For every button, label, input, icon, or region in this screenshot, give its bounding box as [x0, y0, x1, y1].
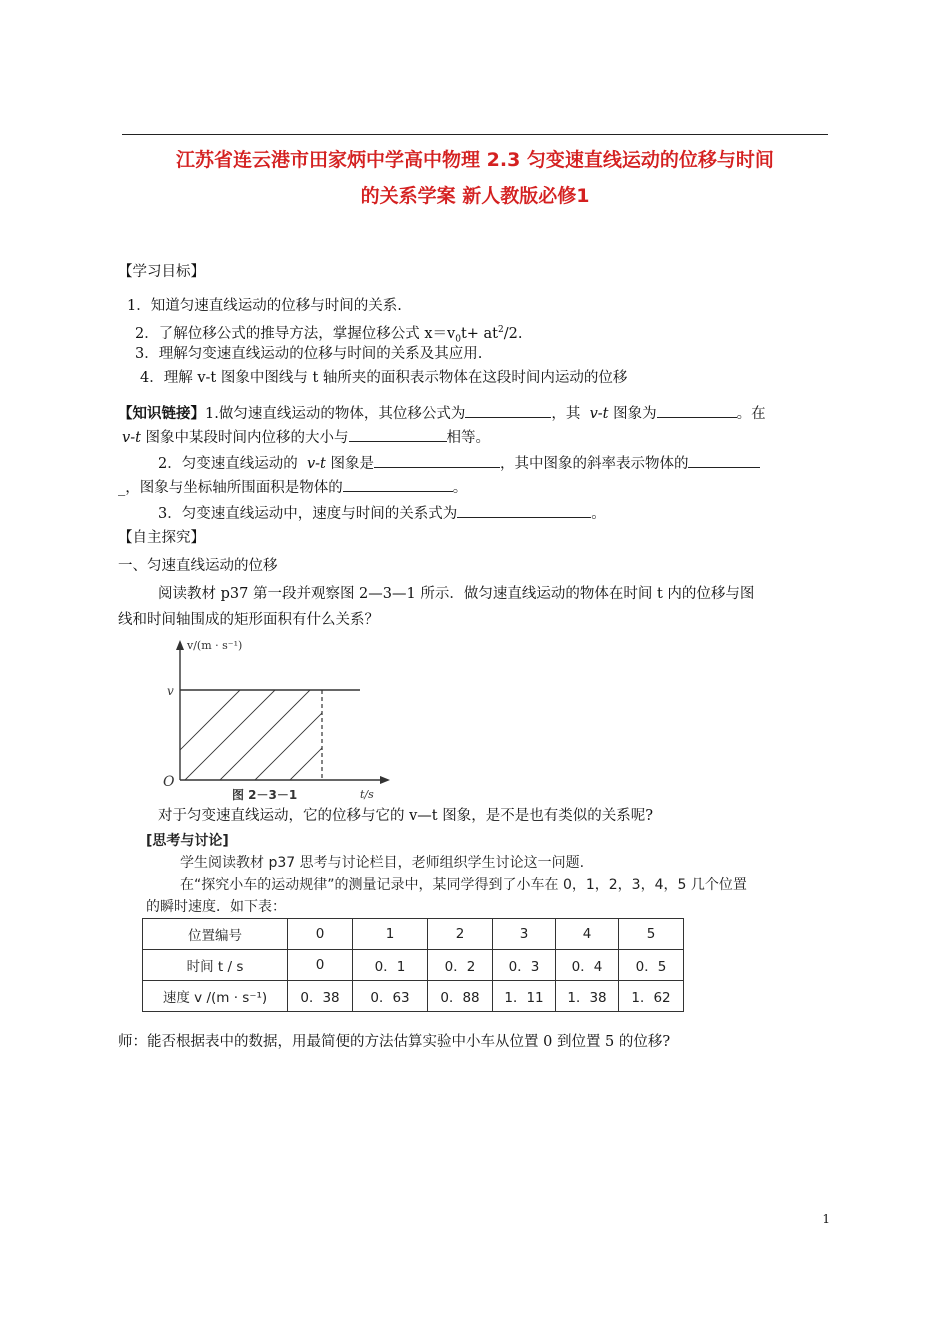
knowledge-link-para2-cont: _，图象与坐标轴所围面积是物体的 。: [118, 476, 467, 498]
explore-heading: 【自主探究】: [118, 530, 205, 546]
table-row: [143, 919, 684, 950]
y-axis-arrow: [176, 640, 184, 650]
blank-5: [688, 452, 760, 468]
table-cell: 1: [353, 919, 428, 950]
table-cell: 3: [493, 919, 556, 950]
paragraph-line-1: 阅读教材 p37 第一段并观察图 2—3—1 所示．做匀速直线运动的物体在时间 t 内的位移与图: [158, 586, 755, 602]
table-row: [143, 950, 684, 981]
table-cell: 0．63: [353, 981, 428, 1012]
discussion-line-3: 的瞬时速度．如下表：: [146, 899, 286, 915]
goal-item-1: 1．知道匀速直线运动的位移与时间的关系.: [127, 298, 402, 314]
table-cell: 0．3: [493, 950, 556, 981]
table-cell: 0．88: [428, 981, 493, 1012]
y-axis-label: v/(m · s⁻¹): [187, 639, 243, 652]
table-cell: 2: [428, 919, 493, 950]
page-number: 1: [822, 1212, 830, 1226]
section-title: 一、匀速直线运动的位移: [118, 558, 278, 574]
table-cell: 0．2: [428, 950, 493, 981]
speed-table: [142, 918, 684, 1012]
table-cell: 0．38: [288, 981, 353, 1012]
blank-2: [657, 402, 737, 418]
discussion-line-1: 学生阅读教材 p37 思考与讨论栏目，老师组织学生讨论这一问题.: [180, 855, 585, 871]
table-cell: 5: [619, 919, 684, 950]
header-rule: [122, 134, 828, 135]
knowledge-link-para1: 【知识链接】1.做匀速直线运动的物体，其位移公式为 ，其 v-t 图象为 。在: [118, 402, 766, 424]
vt-figure: [160, 636, 392, 804]
discussion-heading: [思考与讨论]: [146, 833, 229, 849]
knowledge-link-para3: 3．匀变速直线运动中，速度与时间的关系式为 。: [158, 502, 606, 524]
teacher-question: 师：能否根据表中的数据，用最简便的方法估算实验中小车从位置 0 到位置 5 的位移?: [118, 1034, 671, 1050]
blank-7: [457, 502, 591, 518]
blank-3: [349, 426, 447, 442]
paragraph-line-2: 线和时间轴围成的矩形面积有什么关系？: [118, 612, 379, 628]
goal-item-4: 4．理解 v-t 图象中图线与 t 轴所夹的面积表示物体在这段时间内运动的位移: [140, 370, 628, 386]
figure-caption: 图 2－3－1: [232, 788, 298, 802]
origin-label: O: [163, 774, 175, 790]
page-title-line1: 江苏省连云港市田家炳中学高中物理 2.3 匀变速直线运动的位移与时间: [176, 149, 774, 171]
table-cell: 时间 t / s: [143, 950, 288, 981]
table-row: [143, 981, 684, 1012]
table-cell: 0: [288, 950, 353, 981]
table-cell: 1．11: [493, 981, 556, 1012]
table-cell: 0．1: [353, 950, 428, 981]
table-cell: 0．4: [556, 950, 619, 981]
goal-item-3: 3．理解匀变速直线运动的位移与时间的关系及其应用.: [135, 346, 483, 362]
blank-1: [465, 402, 551, 418]
table-cell: 4: [556, 919, 619, 950]
knowledge-link-heading: 【知识链接】: [118, 405, 205, 422]
page-title-line2: 的关系学案 新人教版必修1: [360, 185, 590, 207]
goals-heading: 【学习目标】: [118, 264, 205, 280]
table-cell: 0: [288, 919, 353, 950]
discussion-line-2: 在“探究小车的运动规律”的测量记录中，某同学得到了小车在 0，1，2，3，4，5 几个位置: [180, 877, 747, 893]
t-axis-label: t/s: [360, 788, 374, 801]
table-cell: 速度 v /(m · s⁻¹): [143, 981, 288, 1012]
blank-6: [343, 476, 453, 492]
knowledge-link-para1-cont: v-t 图象中某段时间内位移的大小与 相等。: [122, 426, 490, 448]
goal-item-2: 2．了解位移公式的推导方法，掌握位移公式 $x=v_0t+ at^2/2$.: [135, 325, 523, 345]
question-line: 对于匀变速直线运动，它的位移与它的 v—t 图象，是不是也有类似的关系呢?: [158, 808, 654, 824]
shaded-area: [160, 690, 380, 780]
table-cell: 位置编号: [143, 919, 288, 950]
blank-4: [374, 452, 500, 468]
table-cell: 0．5: [619, 950, 684, 981]
table-cell: 1．62: [619, 981, 684, 1012]
v-label: v: [167, 684, 174, 698]
t-axis-arrow: [380, 776, 390, 784]
table-cell: 1．38: [556, 981, 619, 1012]
knowledge-link-para2: 2．匀变速直线运动的 v-t 图象是 ，其中图象的斜率表示物体的: [158, 452, 760, 474]
